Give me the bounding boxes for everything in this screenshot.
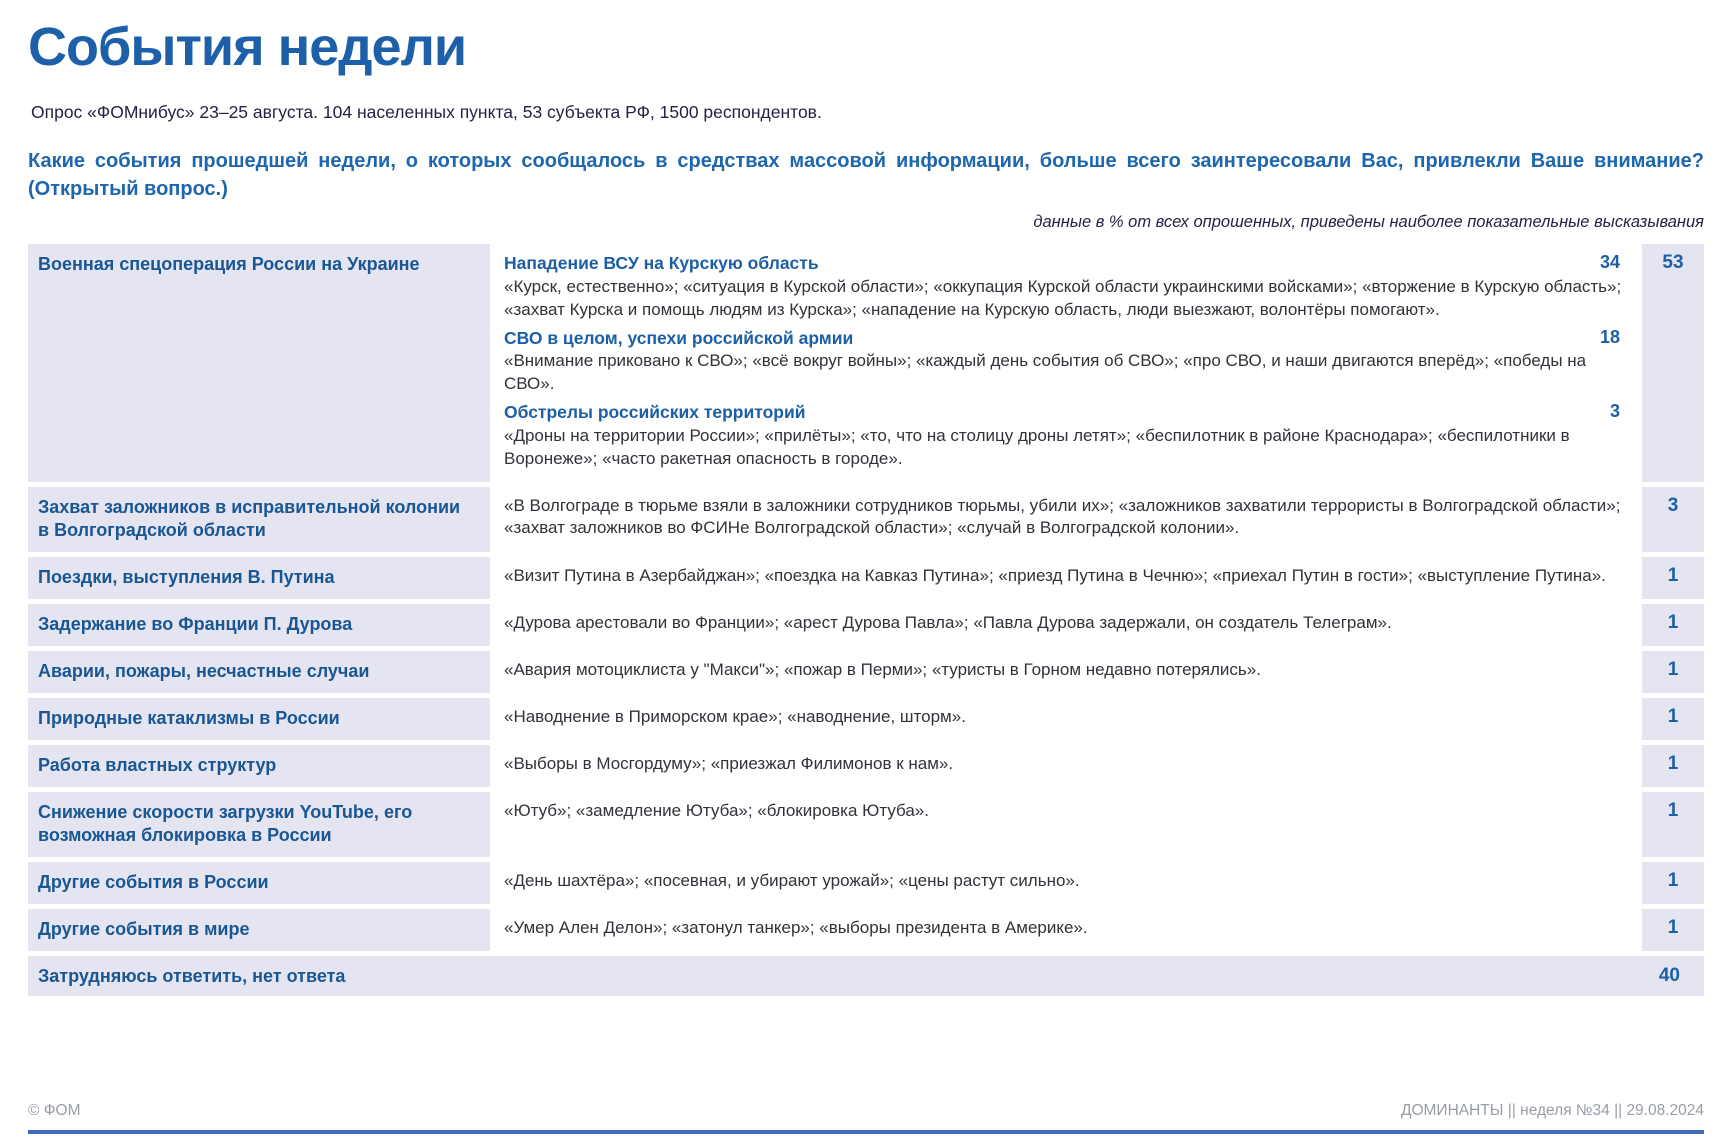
total-value-cell: 1 <box>1642 862 1704 904</box>
footer-divider <box>28 1130 1704 1134</box>
quotes-cell <box>498 651 1634 693</box>
subtopic-value: 34 <box>1599 252 1620 272</box>
table-row <box>28 557 1704 599</box>
total-value-cell: 1 <box>1642 792 1704 858</box>
respondent-quotes: «Наводнение в Приморском крае»; «наводнение, шторм». <box>504 706 966 726</box>
category-cell: Поездки, выступления В. Путина <box>28 557 490 599</box>
category-cell: Аварии, пожары, несчастные случаи <box>28 651 490 693</box>
category-cell: Другие события в мире <box>28 909 490 951</box>
table-row <box>28 909 1704 951</box>
respondent-quotes: «Курск, естественно»; «ситуация в Курской области»; «оккупация Курской области украинскими войсками»; «вторжение в Курскую область»; «захват Курска и помощь людям из Курска»; «нападение на Курскую область, люди выезжают, волонтёры помогают». <box>504 276 1622 319</box>
footer-copyright: © ФОМ <box>28 1102 81 1119</box>
data-note: данные в % от всех опрошенных, приведены наиболее показательные высказывания <box>1033 213 1704 231</box>
quotes-cell <box>498 557 1634 599</box>
category-cell: Природные катаклизмы в России <box>28 698 490 740</box>
total-value-cell: 1 <box>1642 651 1704 693</box>
quotes-cell <box>498 244 1634 482</box>
survey-question: Какие события прошедшей недели, о которых сообщалось в средствах массовой информации, больше всего заинтересовали Вас, привлекли Ваше внимание? (Открытый вопрос.) <box>28 150 1704 200</box>
table-row <box>28 651 1704 693</box>
no-answer-label: Затрудняюсь ответить, нет ответа <box>38 965 346 986</box>
page-footer <box>28 1102 1704 1130</box>
subtopic-heading-row <box>504 252 1626 276</box>
quotes-cell <box>498 698 1634 740</box>
total-value-cell: 3 <box>1642 487 1704 553</box>
quotes-cell <box>498 792 1634 858</box>
quotes-cell <box>498 487 1634 553</box>
respondent-quotes: «День шахтёра»; «посевная, и убирают урожай»; «цены растут сильно». <box>504 871 1080 891</box>
survey-info: Опрос «ФОМнибус» 23–25 августа. 104 населенных пункта, 53 субъекта РФ, 1500 респондентов. <box>31 102 822 122</box>
subtopic-value: 18 <box>1599 326 1620 347</box>
total-value-cell: 53 <box>1642 244 1704 482</box>
page-title: События недели <box>28 17 467 77</box>
results-table <box>28 244 1704 956</box>
category-cell: Другие события в России <box>28 862 490 904</box>
total-value-cell: 1 <box>1642 909 1704 951</box>
no-answer-row <box>28 956 1704 996</box>
respondent-quotes: «В Волгограде в тюрьме взяли в заложники сотрудников тюрьмы, убили их»; «заложников захватили террористы в Волгоградской области»; «захват заложников во ФСИНе Волгоградской области»; «случай в Волгоградской колонии». <box>504 495 1621 538</box>
subtopic-heading-row <box>504 327 1626 351</box>
respondent-quotes: «Авария мотоциклиста у "Макси"»; «пожар в Перми»; «туристы в Горном недавно потерялись». <box>504 659 1261 679</box>
category-cell: Задержание во Франции П. Дурова <box>28 604 490 646</box>
respondent-quotes: «Выборы в Мосгордуму»; «приезжал Филимонов к нам». <box>504 753 954 773</box>
quotes-cell <box>498 909 1634 951</box>
table-row <box>28 698 1704 740</box>
subtopic-value: 3 <box>1609 401 1620 421</box>
respondent-quotes: «Визит Путина в Азербайджан»; «поездка на Кавказ Путина»; «приезд Путина в Чечню»; «приехал Путин в гости»; «выступление Путина». <box>504 566 1606 585</box>
subtopic-heading: СВО в целом, успехи российской армии <box>504 327 854 348</box>
respondent-quotes: «Дурова арестовали во Франции»; «арест Дурова Павла»; «Павла Дурова задержали, он создатель Телеграм». <box>504 612 1392 632</box>
respondent-quotes: «Дроны на территории России»; «прилёты»; «то, что на столицу дроны летят»; «беспилотник в районе Краснодара»; «беспилотники в Воронеже»; «часто ракетная опасность в городе». <box>504 425 1570 468</box>
category-cell: Захват заложников в исправительной колонии в Волгоградской области <box>28 487 490 553</box>
table-row <box>28 604 1704 646</box>
subtopic-heading-row <box>504 401 1626 425</box>
table-row <box>28 792 1704 858</box>
subtopic-heading: Обстрелы российских территорий <box>504 402 806 422</box>
quotes-cell <box>498 862 1634 904</box>
category-cell: Снижение скорости загрузки YouTube, его возможная блокировка в России <box>28 792 490 858</box>
total-value-cell: 1 <box>1642 745 1704 787</box>
total-value-cell: 1 <box>1642 698 1704 740</box>
subtopic-heading: Нападение ВСУ на Курскую область <box>504 253 819 273</box>
total-value-cell: 1 <box>1642 604 1704 646</box>
no-answer-value: 40 <box>1658 965 1680 987</box>
table-row <box>28 487 1704 553</box>
footer-publication-info: ДОМИНАНТЫ || неделя №34 || 29.08.2024 <box>1400 1102 1704 1119</box>
quotes-cell <box>498 745 1634 787</box>
category-cell: Военная спецоперация России на Украине <box>28 244 490 482</box>
category-cell: Работа властных структур <box>28 745 490 787</box>
table-row <box>28 862 1704 904</box>
respondent-quotes: «Ютуб»; «замедление Ютуба»; «блокировка Ютуба». <box>504 800 929 820</box>
respondent-quotes: «Внимание приковано к СВО»; «всё вокруг войны»; «каждый день события об СВО»; «про СВО, и наши двигаются вперёд»; «победы на СВО». <box>504 351 1587 394</box>
quotes-cell <box>498 604 1634 646</box>
respondent-quotes: «Умер Ален Делон»; «затонул танкер»; «выборы президента в Америке». <box>504 918 1088 938</box>
table-row <box>28 745 1704 787</box>
total-value-cell: 1 <box>1642 557 1704 599</box>
table-row <box>28 244 1704 482</box>
